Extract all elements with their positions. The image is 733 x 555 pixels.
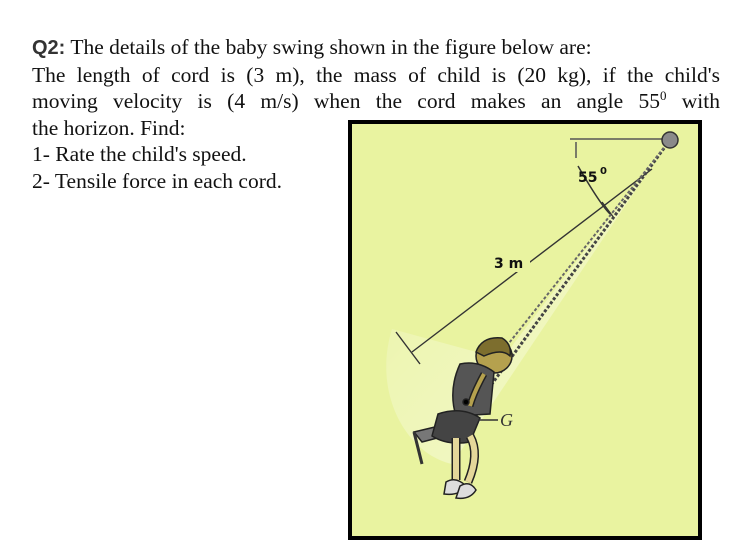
center-mass-label: G [500,410,513,430]
swing-figure [348,120,702,540]
task-item-2: 2- Tensile force in each cord. [32,168,283,193]
problem-line-3-text: moving velocity is (4 m/s) when the cord makes an angle 55 [32,89,660,113]
angle-degree-sup: 0 [659,87,667,103]
task-item-1: 1- Rate the child's speed. [32,142,247,166]
problem-line-4: the horizon. Find: [32,115,186,140]
angle-degree: 0 [600,166,607,177]
length-dimension-tick-end [602,202,614,218]
pivot-point [662,132,678,148]
question-intro: The details of the baby swing shown in the figure below are: [70,35,592,59]
length-label: 3 m [494,256,524,272]
problem-line-3 [32,88,720,115]
angle-label: 55 [578,170,598,186]
question-label: Q2: [32,37,66,59]
swing-diagram [352,124,698,536]
problem-line-3-end: with [666,89,720,113]
problem-line-1 [32,34,722,62]
problem-line-2: The length of cord is (3 m), the mass of child is (20 kg), if the child's [32,62,720,87]
